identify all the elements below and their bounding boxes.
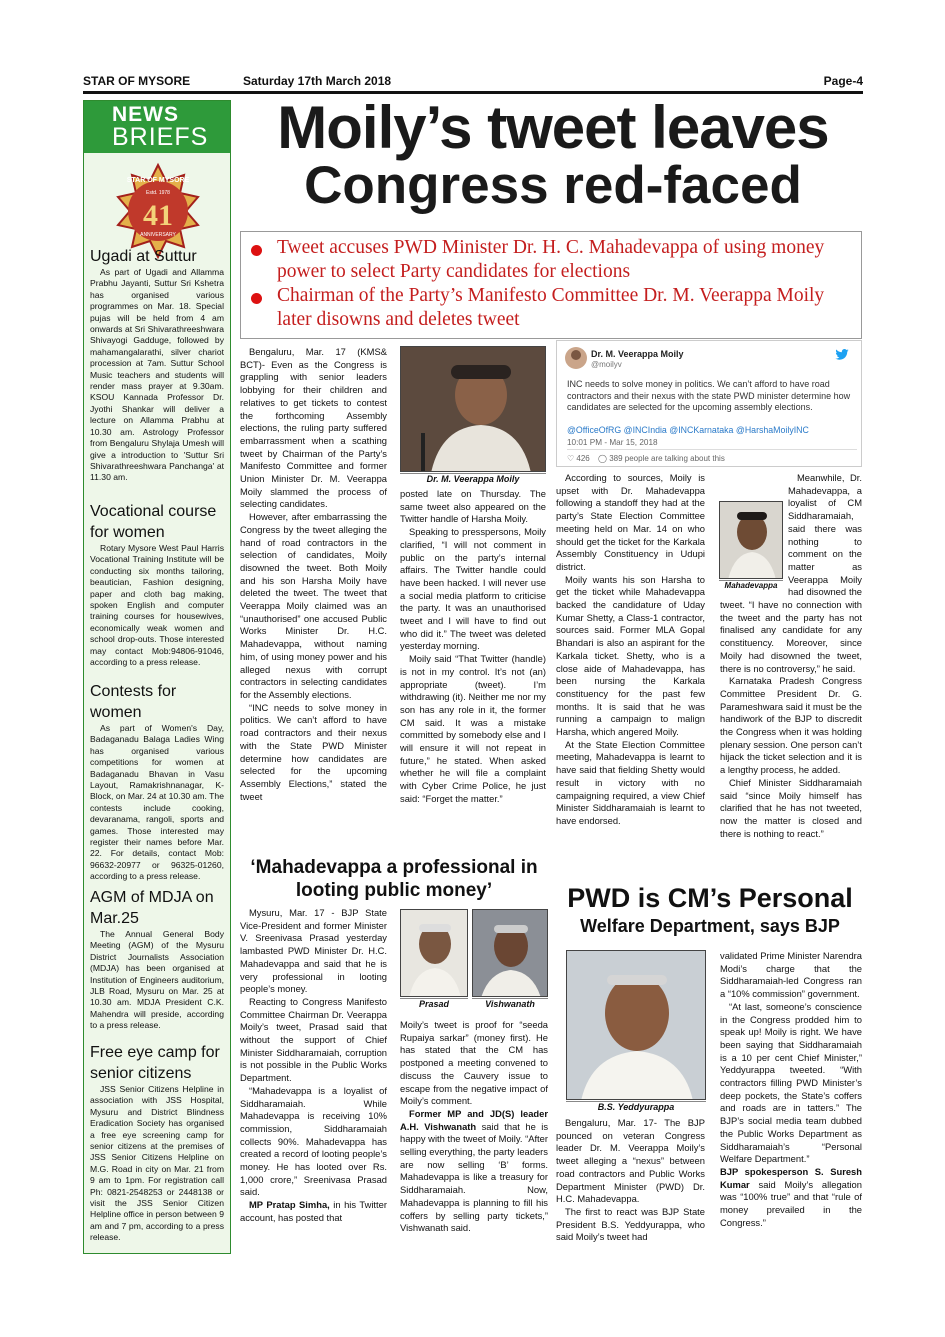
main-story-col-2 bbox=[400, 488, 546, 806]
bold-lead: BJP spokesperson S. Suresh Kumar bbox=[720, 1165, 862, 1190]
paragraph-tail: said Moily’s allegation was “100% true” and that “rule of money prevailed in the Congress.” bbox=[720, 1178, 862, 1228]
brief-vocational bbox=[90, 501, 224, 668]
yeddyurappa-portrait-image bbox=[567, 951, 706, 1100]
brief-heading: AGM of MDJA on Mar.25 bbox=[90, 889, 214, 927]
brief-body: JSS Senior Citizens Helpline in association with JSS Hospital, Mysuru and District Blindness Eradication Society has organised a free eye screening camp for senior citizens at the premises of JSS Senior Citizens Helpline on M.G. Road in city on Mar. 21 from 9 am to 1pm. For registration call Ph: 0821-2548253 or 2448138 or visit the JSS Senior Citizen Helpline office in person between 9 am and 7 pm, according to a press release. bbox=[90, 1084, 224, 1243]
tweet-stats bbox=[567, 454, 725, 463]
paragraph: At the State Election Committee meeting, Mahadevappa is learnt to have said that fielding Shetty would result in victory with no campaigning required, a view Chief Minister Siddharamaiah is learnt to have endorsed. bbox=[556, 738, 705, 826]
paragraph: Reacting to Congress Manifesto Committee Chairman Dr. Veerappa Moily’s tweet, Prasad said that without the support of Chief Minister Siddharamaiah, corruption is not possible in the Public Works Department. bbox=[240, 995, 387, 1084]
paragraph: validated Prime Minister Narendra Modi’s charge that the Siddharamaiah-led Congress ran a “10% commission” government. bbox=[720, 950, 862, 1000]
kicker-bullet bbox=[249, 284, 853, 332]
headline-line-1: Moily’s tweet leaves bbox=[277, 94, 829, 161]
moily-portrait-image bbox=[401, 347, 546, 472]
paragraph-tail: in his Twitter account, has posted that bbox=[240, 1199, 387, 1223]
paragraph: Karnataka Pradesh Congress Committee President Dr. G. Parameshwara said it must be the handiwork of the BJP to discredit the Congress when it was holding plenary session. One person can’t hijack the ticket selection and it is a lengthy process, he added. bbox=[720, 675, 862, 776]
col4-lead-wrap bbox=[720, 472, 862, 675]
headline-line-2: Congress red-faced bbox=[304, 156, 802, 215]
publication-name: STAR OF MYSORE bbox=[83, 74, 191, 88]
vishwanath-photo bbox=[472, 909, 548, 997]
paragraph: “INC needs to solve money in politics. We can’t afford to have road contractors and their nexus with the State PWD Minister determine how candidates are selected for the upcoming Assembly Elections,” stated the tweet bbox=[240, 701, 387, 802]
logo-title: STAR OF MYSORE bbox=[126, 177, 190, 184]
brief-eye-camp bbox=[90, 1042, 224, 1244]
tweet-handle: @moilyv bbox=[591, 360, 622, 369]
paragraph: Meanwhile, Dr. Mahadevappa, a loyalist of CM Siddharamaiah, said there was nothing to comment on the matter as Veerappa Moily had disowned the tweet. “I have no connection with the tweet and the party has not finalised any candidate for any constituency. Moreover, since Moily had disowned the tweet, there is no controversy,” he said. bbox=[720, 472, 862, 674]
main-story-col-4 bbox=[720, 472, 862, 840]
paragraph: Moily’s tweet is proof for “seeda Rupaiya sarkar” (money first). He has stated that the CM has postponed a meeting convened to discuss the Cauvery issue to escape from the negative impact of Moily’s comment. bbox=[400, 1019, 548, 1107]
kicker-text: Tweet accuses PWD Minister Dr. H. C. Mahadevappa of using money power to select Party candidates for elections bbox=[277, 237, 825, 282]
brief-ugadi bbox=[90, 246, 224, 484]
main-story-col-3 bbox=[556, 472, 705, 828]
brief-heading: Ugadi at Suttur bbox=[90, 248, 197, 265]
paragraph: “At last, someone’s conscience in the Congress prodded him to speak up! Moily is right. We have been saying that Siddharamaiah is a 10 per cent Chief Minister,” Yeddyurappa tweeted. “With contractors filling PWD Minister’s deep pockets, the State’s coffers and roads are in tatters.” The BJP’s social media team dubbed the Public Works Department as Siddharamaiah’s “Personal Welfare Department.” bbox=[720, 1000, 862, 1165]
logo-est: Estd. 1978 bbox=[146, 190, 170, 196]
main-story-col-1 bbox=[240, 346, 387, 803]
mahadevappa-caption: Mahadevappa bbox=[719, 580, 783, 592]
tweet-divider bbox=[567, 449, 857, 450]
story3-headline-2: Welfare Department, says BJP bbox=[580, 916, 840, 936]
story3-headline-1: PWD is CM’s Personal bbox=[567, 883, 853, 913]
paragraph-tail: said that he is happy with the tweet of Moily. “After selling everything, the party leaders are now selling ‘B’ forms. Mahadevappa is like a treasury for Siddharamaiah. Now, Mahadevappa is planning to fill his coffers by selling party tickets,” Vishwanath said. bbox=[400, 1120, 549, 1234]
brief-heading: Free eye camp for senior citizens bbox=[90, 1044, 220, 1082]
bullet-icon bbox=[251, 293, 262, 304]
brief-body: As part of Ugadi and Allamma Prabhu Jayanti, Suttur Sri Kshetra has organised various programmes on Mar. 18. Special pujas will be held from 4 am onwards at Sri Shivarathreeshwara Shivayogi Gadduge, followed by mahamangalarathi, silver chariot procession at 7am. Suttur School Music teachers and students will render mass prayer at 9.30am. KSOU Kannada Professor Dr. Jyothi Shankar will deliver a lecture on Allamma Prabhu at 10.30 am. Astrology Professor from Bengaluru Shylaja Umesh will give a introduction to 'Suttur Sri Shivarathreeshwara Panchanga' at 11.30 am. bbox=[90, 267, 224, 483]
paragraph: Speaking to presspersons, Moily clarified, “I will not comment in public on the party’s internal affairs. The Twitter handle could have been hacked. I will never use a social media platform to criticise the party. It was an unauthorised tweet and I will have to find out who did it.” The tweet was deleted yesterday morning. bbox=[400, 526, 546, 652]
paragraph: Bengaluru, Mar. 17- The BJP pounced on veteran Congress leader Dr. M. Veerappa Moily’s tweet alleging a “nexus” between road contractors and Public Works Department Minister (PWD) Dr. H.C. Mahadevappa. bbox=[556, 1117, 705, 1205]
issue-date: Saturday 17th March 2018 bbox=[243, 74, 392, 88]
heart-icon[interactable]: ♡ bbox=[567, 454, 575, 463]
bold-lead: Former MP and JD(S) leader A.H. Vishwanath bbox=[400, 1107, 548, 1132]
paragraph: Bengaluru, Mar. 17 (KMS& BCT)- Even as the Congress is grappling with senior leaders lobbying for their children and relatives to get tickets to contest the forthcoming Assembly elections, the ruling party suffered embarrassment when a scathing tweet by Chairman of the Party’s Manifesto Committee and former Union Minister Dr. M. Veerappa Moily slammed the process of selecting candidates. bbox=[240, 346, 387, 510]
story3-col-2 bbox=[720, 950, 862, 1229]
page-number: Page-4 bbox=[823, 74, 863, 88]
brief-heading: Vocational course for women bbox=[90, 503, 217, 541]
kicker-bullet bbox=[249, 236, 853, 284]
tweet-timestamp[interactable]: 10:01 PM - Mar 15, 2018 bbox=[567, 438, 658, 447]
kicker-text: Chairman of the Party’s Manifesto Committee Dr. M. Veerappa Moily later disowns and deletes tweet bbox=[277, 285, 825, 330]
story3-col-1 bbox=[556, 1117, 705, 1244]
brief-body: As part of Women's Day, Badaganadu Balaga Ladies Wing has organised various competitions for women at Badaganadu Bhavan in Vasu Layout, Ramakrishnanagar, K-Block, on Mar. 24 at 10.30 am. The contests include cooking, devaranama, rangoli, sports and games. Those interested may register their names before Mar. 22. For details, contact Mob: 96632-20977 or 96325-01260, according to a press release. bbox=[90, 723, 224, 882]
photo-spacer bbox=[720, 472, 788, 596]
story2-col-2 bbox=[400, 1019, 548, 1235]
embedded-tweet bbox=[556, 340, 862, 467]
tweet-likes: 426 bbox=[576, 454, 590, 463]
yeddyurappa-photo bbox=[566, 950, 706, 1100]
paragraph: Mysuru, Mar. 17 - BJP State Vice-President and former Minister V. Sreenivasa Prasad yesterday lambasted PWD Minister Dr. H.C. Mahadevappa and said that he is very professional in looting people’s money. bbox=[240, 907, 387, 995]
bullet-icon bbox=[251, 245, 262, 256]
paragraph: Chief Minister Siddharamaiah said “since Moily himself has clarified that he has not tweeted, now the matter is closed and there is nothing to react.” bbox=[720, 776, 862, 839]
vishwanath-portrait-image bbox=[473, 910, 548, 997]
story2-headline: ‘Mahadevappa a professional in looting public money’ bbox=[250, 857, 538, 901]
brief-body: Rotary Mysore West Paul Harris Vocational Training Institute will be conducting six months tailoring, beautician, Fashion designing, paper and cloth bag making, spoken English and computer training courses for housewives, economically weak women and school drop-outs. Those interested may contact Mob:94806-91046, according to a press release. bbox=[90, 543, 224, 668]
bold-lead: MP Pratap Simha, bbox=[249, 1199, 330, 1211]
main-headline bbox=[238, 95, 868, 215]
paragraph: Moily said “That Twitter (handle) is not in my control. It’s not (an) appropriate (tweet). I’m withdrawing (it). Neither me nor my son has any role in it, the former CM said. It was a mistake committed by somebody else and I will ensure it will not repeat in future,” he stated. When asked whether he will file a complaint with Cyber Crime Police, he just said: “Forget the matter.” bbox=[400, 653, 546, 804]
yeddyurappa-caption: B.S. Yeddyurappa bbox=[566, 1101, 706, 1114]
kicker-box bbox=[240, 231, 862, 339]
paragraph bbox=[720, 1166, 862, 1230]
logo-years: 41 bbox=[143, 199, 173, 232]
paragraph bbox=[240, 1199, 387, 1224]
tweet-mentions[interactable]: @OfficeOfRG @INCIndia @INCKarnataka @HarshaMoilyINC bbox=[567, 425, 809, 435]
avatar bbox=[565, 347, 587, 369]
brief-agm bbox=[90, 887, 224, 1032]
masthead bbox=[83, 74, 863, 90]
tweet-author: Dr. M. Veerappa Moily bbox=[591, 349, 684, 359]
paragraph: The first to react was BJP State President B.S. Yeddyurappa, who said Moily’s tweet had bbox=[556, 1205, 705, 1243]
brief-heading: Contests for women bbox=[90, 683, 177, 721]
briefs-label: BRIEFS bbox=[112, 123, 209, 151]
moily-caption: Dr. M. Veerappa Moily bbox=[400, 473, 546, 487]
prasad-portrait-image bbox=[401, 910, 468, 997]
brief-body: The Annual General Body Meeting (AGM) of the Mysuru District Journalists Association (MDJA) has been organised at Institution of Engineers auditorium, JLB Road, Mysuru on Mar. 25 at 10.30 am. MDJA President C.K. Mahendra will preside, according to a press release. bbox=[90, 929, 224, 1031]
tweet-talking[interactable]: 389 people are talking about this bbox=[609, 454, 725, 463]
brief-contests bbox=[90, 681, 224, 883]
prasad-photo bbox=[400, 909, 468, 997]
vishwanath-caption: Vishwanath bbox=[472, 998, 548, 1010]
moily-photo bbox=[400, 346, 546, 472]
story2-col-1 bbox=[240, 907, 387, 1225]
prasad-caption: Prasad bbox=[400, 998, 468, 1010]
news-label: NEWS bbox=[112, 103, 179, 126]
paragraph bbox=[400, 1108, 548, 1235]
tweet-text: INC needs to solve money in politics. We can’t afford to have road contractors and their nexus with the state PWD minister determine how candidates are selected for the upcoming assembly elections. bbox=[567, 379, 851, 413]
comment-icon[interactable]: ◯ bbox=[598, 454, 607, 463]
twitter-bird-icon bbox=[835, 349, 849, 360]
news-briefs-banner bbox=[84, 101, 230, 153]
logo-anniversary: ANNIVERSARY bbox=[140, 232, 176, 238]
paragraph: “Mahadevappa is a loyalist of Siddharamaiah. While Mahadevappa is receiving 10% commission, Siddharamaiah collects 90%. Mahadevappa has created a record of looting people’s money. He has looted over Rs. 1,000 crore,” Sreenivasa Prasad said. bbox=[240, 1084, 387, 1198]
paragraph: However, after embarrassing the Congress by the tweet alleging the hand of road contractors in the selection of candidates, Moily disowned the tweet. Both Moily and his son Harsha Moily have deleted the tweet. The tweet that Veerappa Moily claimed was an “unauthorised” one accused Public Works Minister Dr. H.C. Mahadevappa, without naming him, of using money power and his alleged nexus with corrupt contractors in selecting candidates for the Assembly elections. bbox=[240, 511, 387, 700]
paragraph: posted late on Thursday. The same tweet also appeared on the Twitter handle of Harsha Moily. bbox=[400, 488, 546, 525]
news-briefs-sidebar bbox=[83, 100, 231, 1254]
paragraph: According to sources, Moily is upset with Dr. Mahadevappa following a standoff they had at the party’s State Election Committee meeting held on Mar. 14 on who should get the ticket for the Karkala Assembly Constituency in Udupi district. bbox=[556, 472, 705, 572]
paragraph: Moily wants his son Harsha to get the ticket while Mahadevappa backed the candidature of Uday Kumar Shetty, a Class-1 contractor, sources said. Former MLA Gopal Bhandari is also an aspirant for the Karkala ticket. Shetty, who is a close aide of Mahadevappa, has been nursing the Karkala constituency for the past few months. It is said that he was running a campaign to malign Harsha, which angered Moily. bbox=[556, 573, 705, 738]
